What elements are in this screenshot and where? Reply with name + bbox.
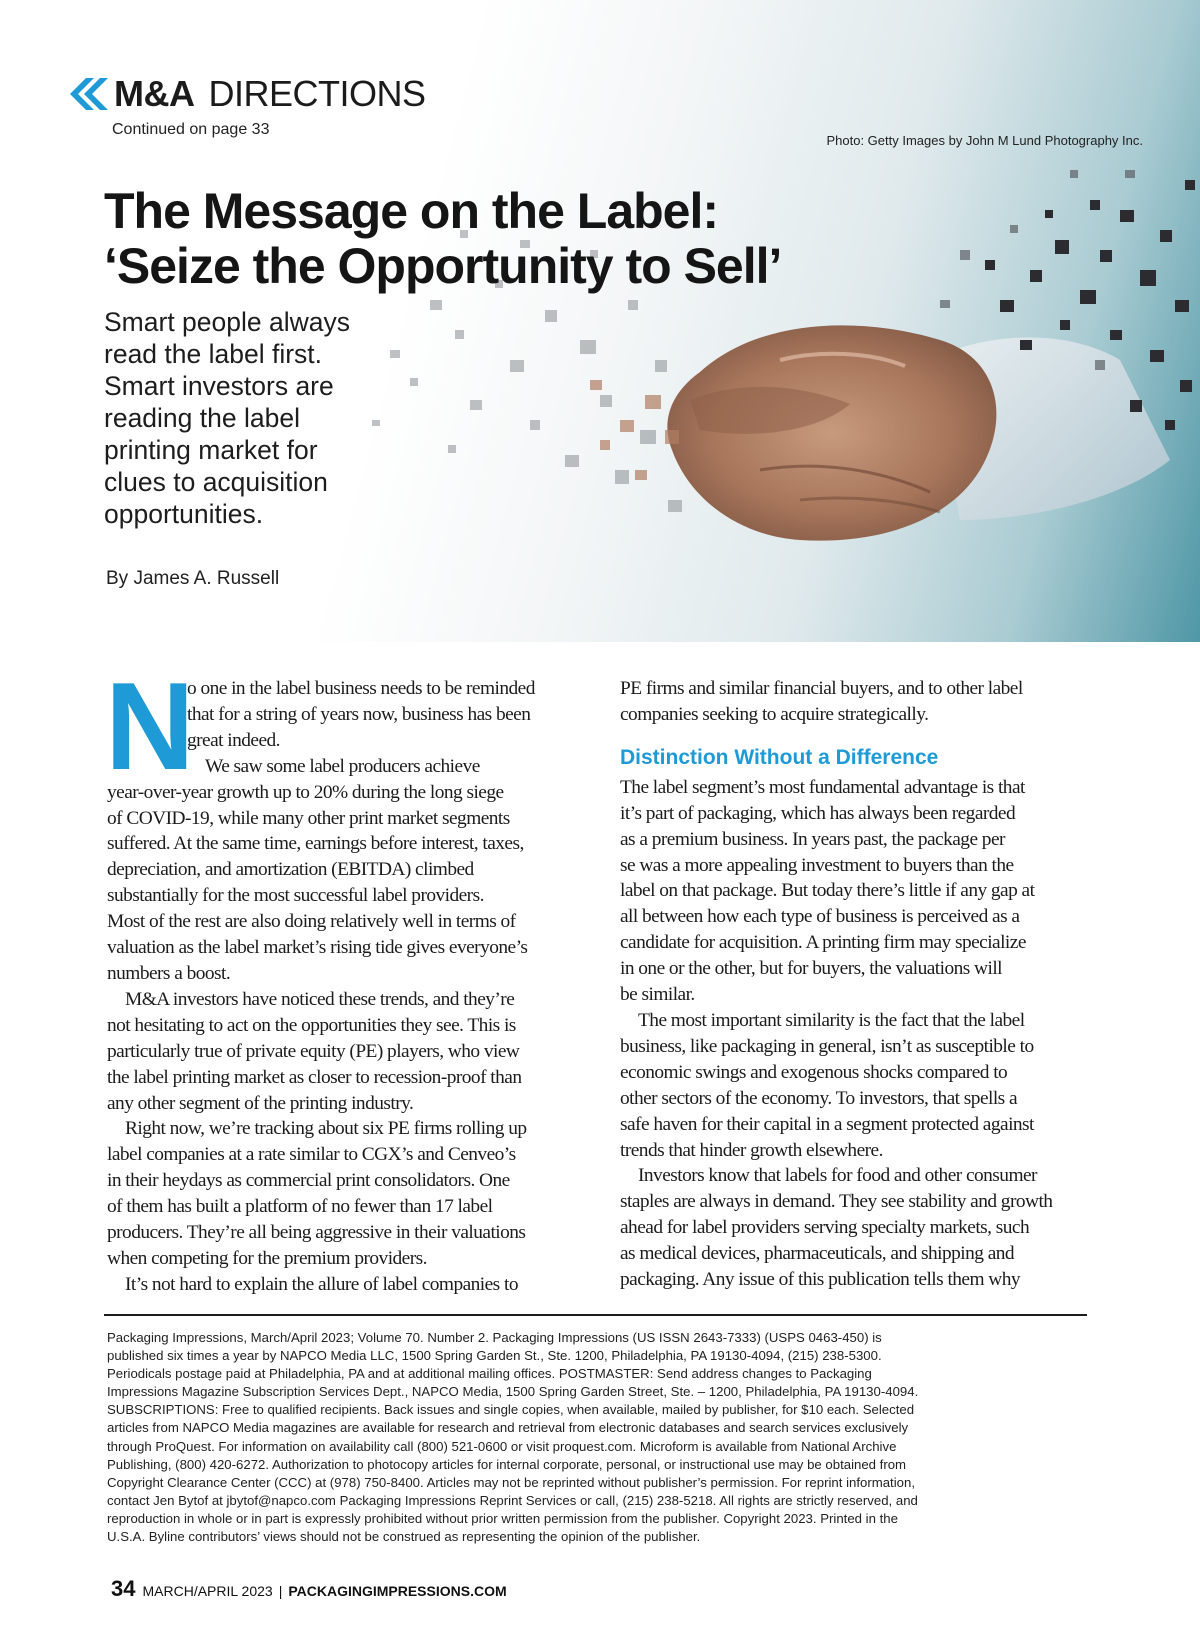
body-line: It’s not hard to explain the allure of label companies to [125,1273,518,1295]
body-line: companies seeking to acquire strategically. [620,703,929,725]
continued-note: Continued on page 33 [112,121,270,138]
body-line: The label segment’s most fundamental advantage is that [620,776,1025,798]
body-line: substantially for the most successful label providers. [107,885,484,907]
page-folio [111,1576,507,1602]
fineprint-line: Packaging Impressions, March/April 2023; Volume 70. Number 2. Packaging Impressions (US ISSN 2643-7333) (USPS 0463-450) is [107,1330,882,1345]
body-column-left [105,658,572,1298]
deck-line: opportunities. [104,499,264,529]
fineprint-line: articles from NAPCO Media magazines are available for research and retrieval from electronic databases and search services exclusively [107,1420,909,1436]
body-line: trends that hinder growth elsewhere. [620,1139,883,1161]
fineprint-line: U.S.A. Byline contributors’ views should not be construed as representing the opinion of the publisher. [107,1529,701,1545]
body-line: in their heydays as commercial print consolidators. One [107,1170,510,1192]
folio-separator: | [278,1583,283,1599]
deck-line: printing market for [104,435,318,465]
body-line: year-over-year growth up to 20% during the long siege [107,781,504,803]
fineprint-line: published six times a year by NAPCO Media LLC, 1500 Spring Garden St., Ste. 1200, Philadelphia, PA 19130-4094, (215) 238-5300. [107,1348,882,1364]
body-line: other sectors of the economy. To investors, that spells a [620,1087,1018,1109]
body-line: it’s part of packaging, which has always been regarded [620,802,1016,824]
body-line: economic swings and exogenous shocks compared to [620,1061,1008,1083]
body-line: PE firms and similar financial buyers, and to other label [620,678,1023,699]
body-line: that for a string of years now, business has been [187,703,531,725]
body-line: of COVID-19, while many other print market segments [107,807,510,829]
body-line: particularly true of private equity (PE) players, who view [107,1040,520,1062]
fineprint-line: Periodicals postage paid at Philadelphia, PA and at additional mailing offices. POSTMASTER: Send address changes to Packaging [107,1366,872,1382]
deck-line: Smart investors are [104,371,334,401]
body-line: safe haven for their capital in a segment protected against [620,1113,1034,1135]
section-tag [66,72,426,116]
body-line: label on that package. But today there’s little if any gap at [620,880,1035,902]
body-line: producers. They’re all being aggressive in their valuations [107,1222,526,1244]
body-column-right [620,676,1095,1293]
body-line: ahead for label providers serving specialty markets, such [620,1217,1030,1239]
body-line: se was a more appealing investment to buyers than the [620,854,1014,876]
body-line: We saw some label producers achieve [205,755,480,777]
body-line: business, like packaging in general, isn’t as susceptible to [620,1035,1034,1057]
publication-statement [107,1329,1097,1546]
fineprint-line: Impressions Magazine Subscription Services Dept., NAPCO Media, 1500 Spring Garden Street, Ste. – 1200, Philadelphia, PA 19130-4094. [107,1384,919,1400]
footer-rule [104,1314,1087,1316]
body-line: Investors know that labels for food and other consumer [638,1165,1037,1187]
deck-line: reading the label [104,403,300,433]
page-number: 34 [111,1576,136,1601]
body-line: label companies at a rate similar to CGX’s and Cenveo’s [107,1144,516,1166]
body-line: in one or the other, but for buyers, the valuations will [620,958,1002,980]
body-line: any other segment of the printing industry. [107,1092,414,1114]
body-line: numbers a boost. [107,962,231,984]
section-subhead: Distinction Without a Difference [620,745,939,769]
body-line: staples are always in demand. They see stability and growth [620,1191,1053,1213]
section-name-bold: M&A [114,73,195,114]
body-line: be similar. [620,984,695,1006]
body-line: as a premium business. In years past, the package per [620,828,1005,850]
body-line: The most important similarity is the fact that the label [638,1009,1025,1031]
section-name-light: DIRECTIONS [208,73,426,114]
deck-line: clues to acquisition [104,467,328,497]
headline-line: The Message on the Label: [104,183,719,239]
body-line: valuation as the label market’s rising tide gives everyone’s [107,937,528,959]
body-line: of them has built a platform of no fewer than 17 label [107,1196,493,1218]
fineprint-line: reproduction in whole or in part is expressly prohibited without prior written permission from the publisher. Copyright 2023. Printed in the [107,1510,898,1526]
body-line: M&A investors have noticed these trends, and they’re [125,988,515,1010]
body-line: great indeed. [187,729,280,751]
body-line: candidate for acquisition. A printing firm may specialize [620,932,1026,954]
article-deck [104,306,404,530]
body-line: o one in the label business needs to be reminded [187,678,535,699]
drop-cap: N [105,658,195,796]
body-line: Right now, we’re tracking about six PE firms rolling up [125,1118,527,1140]
article-headline [104,184,984,294]
fineprint-line: Copyright Clearance Center (CCC) at (978) 750-8400. Articles may not be reprinted without publisher’s permission. For reprint information, [107,1474,915,1490]
body-line: all between how each type of business is perceived as a [620,906,1020,928]
body-line: when competing for the premium providers. [107,1247,427,1269]
body-line: packaging. Any issue of this publication tells them why [620,1269,1021,1291]
fineprint-line: SUBSCRIPTIONS: Free to qualified recipients. Back issues and single copies, when available, mailed by publisher, for $10 each. Selected [107,1402,915,1418]
body-line: the label printing market as closer to recession-proof than [107,1066,522,1088]
headline-line: ‘Seize the Opportunity to Sell’ [104,238,782,294]
body-line: as medical devices, pharmaceuticals, and shipping and [620,1243,1015,1265]
website-link[interactable]: PACKAGINGIMPRESSIONS.COM [288,1583,507,1599]
body-line: suffered. At the same time, earnings before interest, taxes, [107,833,524,855]
chevron-left-double-icon [66,76,108,112]
deck-line: read the label first. [104,339,323,369]
fineprint-line: contact Jen Bytof at jbytof@napco.com Packaging Impressions Reprint Services or call, (215) 238-5218. All rights are strictly reserved, and [107,1492,918,1508]
body-line: not hesitating to act on the opportunities they see. This is [107,1014,516,1036]
issue-date: MARCH/APRIL 2023 [142,1583,273,1599]
deck-line: Smart people always [104,307,350,337]
byline: By James A. Russell [106,568,280,589]
photo-credit: Photo: Getty Images by John M Lund Photography Inc. [826,133,1143,148]
fineprint-line: through ProQuest. For information on availability call (800) 521-0600 or visit proquest.com. Microform is available from National Archive [107,1438,897,1454]
fineprint-line: Publishing, (800) 420-6272. Authorization to photocopy articles for internal corporate, personal, or instructional use may be obtained from [107,1456,907,1472]
body-line: Most of the rest are also doing relatively well in terms of [107,911,516,933]
body-line: depreciation, and amortization (EBITDA) climbed [107,859,474,881]
